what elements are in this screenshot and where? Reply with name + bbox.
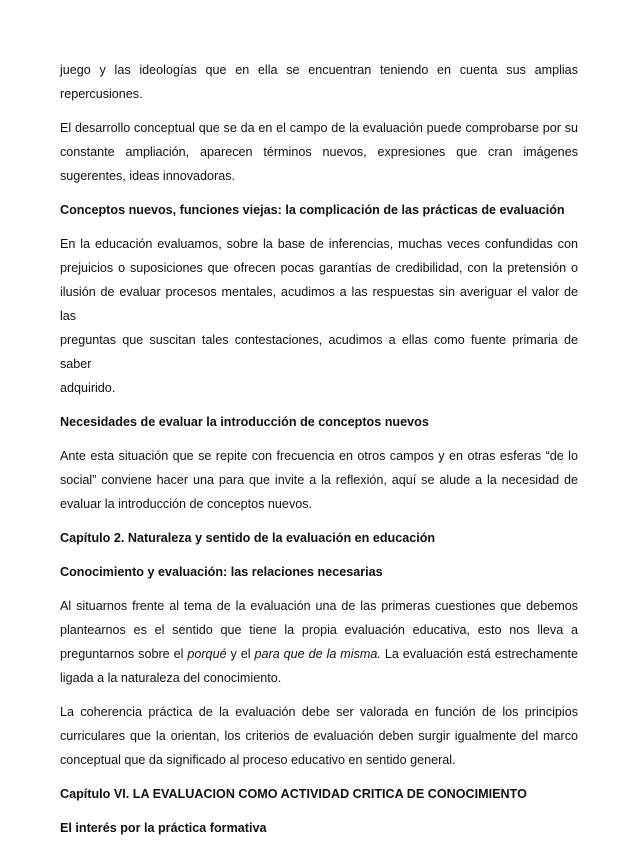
chapter-heading: Capítulo VI. LA EVALUACION COMO ACTIVIDAD CRITICA DE CONOCIMIENTO xyxy=(60,787,527,801)
text-line: Ante esta situación que se repite con frecuencia en otros campos y en otras esferas “de lo xyxy=(60,449,578,463)
text-line: ilusión de evaluar procesos mentales, acudimos a las respuestas sin averiguar el valor de las xyxy=(60,285,578,323)
document-page xyxy=(60,58,578,850)
text-line: prejuicios o suposiciones que ofrecen pocas garantías de credibilidad, con la pretensión o xyxy=(60,261,578,275)
emphasis-text: para que de la misma. xyxy=(254,647,381,661)
paragraph-4 xyxy=(60,444,578,516)
text-line: preguntas que suscitan tales contestaciones, acudimos a ellas como fuente primaria de saber xyxy=(60,333,578,371)
text-run: preguntarnos sobre el xyxy=(60,647,188,661)
chapter-heading: Capítulo 2. Naturaleza y sentido de la evaluación en educación xyxy=(60,531,436,545)
text-line: juego y las ideologías que en ella se encuentran teniendo en cuenta sus amplias xyxy=(60,63,578,77)
text-run: y el xyxy=(226,647,255,661)
paragraph-5 xyxy=(60,594,578,690)
text-line: Al situarnos frente al tema de la evaluación una de las primeras cuestiones que debemos xyxy=(60,599,578,613)
text-line: plantearnos es el sentido que tiene la propia evaluación educativa, esto nos lleva a xyxy=(60,623,578,637)
text-run: La evaluación está estrechamente xyxy=(380,647,579,661)
text-line: social” conviene hacer una para que invite a la reflexión, aquí se alude a la necesidad de xyxy=(60,473,578,487)
text-line: evaluar la introducción de conceptos nuevos. xyxy=(60,497,313,511)
paragraph-6 xyxy=(60,700,578,772)
text-line: ligada a la naturaleza del conocimiento. xyxy=(60,671,282,685)
text-line: El desarrollo conceptual que se da en el campo de la evaluación puede comprobarse por su xyxy=(60,121,578,135)
text-line: En la educación evaluamos, sobre la base de inferencias, muchas veces confundidas con xyxy=(60,237,578,251)
paragraph-1 xyxy=(60,58,578,106)
section-heading: Conceptos nuevos, funciones viejas: la complicación de las prácticas de evaluación xyxy=(60,203,565,217)
text-line: conceptual que da significado al proceso educativo en sentido general. xyxy=(60,753,456,767)
text-line: curriculares que la orientan, los criterios de evaluación deben surgir igualmente del marco xyxy=(60,729,578,743)
text-line-rich xyxy=(60,642,578,666)
section-heading: El interés por la práctica formativa xyxy=(60,821,267,835)
paragraph-2 xyxy=(60,116,578,188)
paragraph-3 xyxy=(60,232,578,400)
text-line: constante ampliación, aparecen términos nuevos, expresiones que cran imágenes xyxy=(60,145,578,159)
section-heading: Conocimiento y evaluación: las relaciones necesarias xyxy=(60,565,383,579)
section-heading: Necesidades de evaluar la introducción de conceptos nuevos xyxy=(60,415,429,429)
text-line: adquirido. xyxy=(60,381,116,395)
text-line: La coherencia práctica de la evaluación debe ser valorada en función de los principios xyxy=(60,705,578,719)
text-line: sugerentes, ideas innovadoras. xyxy=(60,169,236,183)
text-line: repercusiones. xyxy=(60,87,143,101)
emphasis-text: porqué xyxy=(187,647,227,661)
